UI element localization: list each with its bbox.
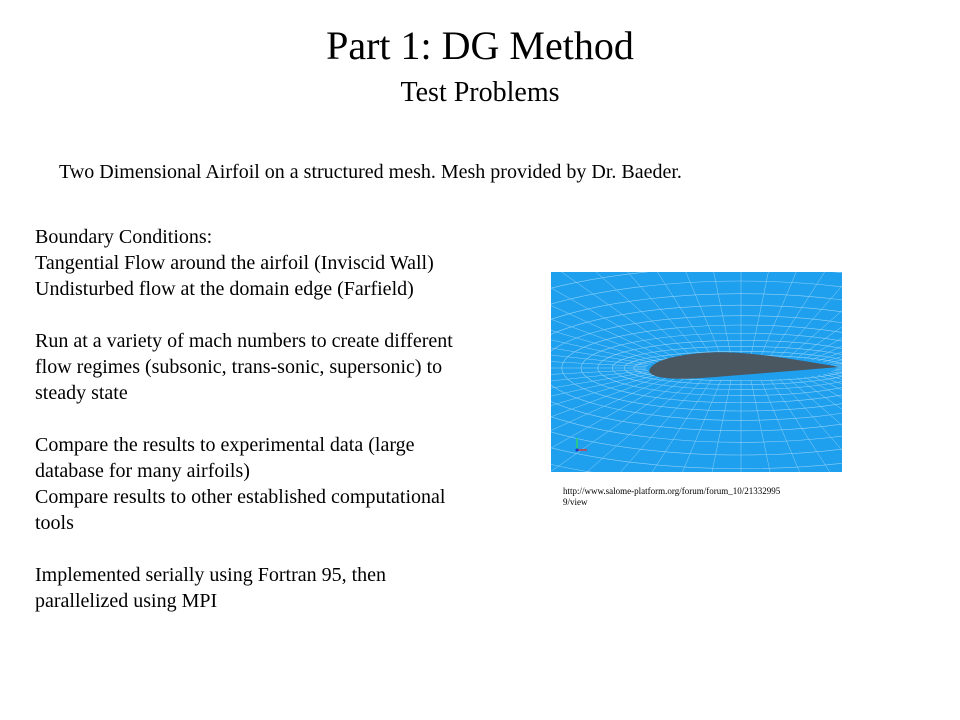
paragraph-gap [35, 536, 555, 562]
run-line-3: steady state [35, 382, 128, 404]
slide-title: Part 1: DG Method [326, 23, 634, 68]
bc-line-1: Tangential Flow around the airfoil (Inviscid Wall) [35, 252, 434, 274]
compare-line-1: Compare the results to experimental data (large [35, 434, 415, 456]
paragraph-gap [35, 302, 555, 328]
impl-line-2: parallelized using MPI [35, 590, 218, 612]
image-source-caption: http://www.salome-platform.org/forum/forum_10/213329959/view [563, 486, 781, 507]
bc-line-2: Undisturbed flow at the domain edge (Farfield) [35, 278, 414, 300]
run-line-2: flow regimes (subsonic, trans-sonic, supersonic) to [35, 356, 443, 378]
airfoil-mesh-image [551, 272, 842, 472]
body-text [35, 224, 555, 614]
bc-heading: Boundary Conditions: [35, 226, 213, 248]
slide-subtitle: Test Problems [400, 77, 560, 108]
paragraph-gap [35, 406, 555, 432]
impl-line-1: Implemented serially using Fortran 95, then [35, 564, 387, 586]
compare-line-4: tools [35, 512, 74, 534]
compare-line-3: Compare results to other established computational [35, 486, 446, 508]
intro-text: Two Dimensional Airfoil on a structured mesh. Mesh provided by Dr. Baeder. [59, 161, 682, 183]
compare-line-2: database for many airfoils) [35, 460, 250, 482]
run-line-1: Run at a variety of mach numbers to create different [35, 330, 453, 352]
